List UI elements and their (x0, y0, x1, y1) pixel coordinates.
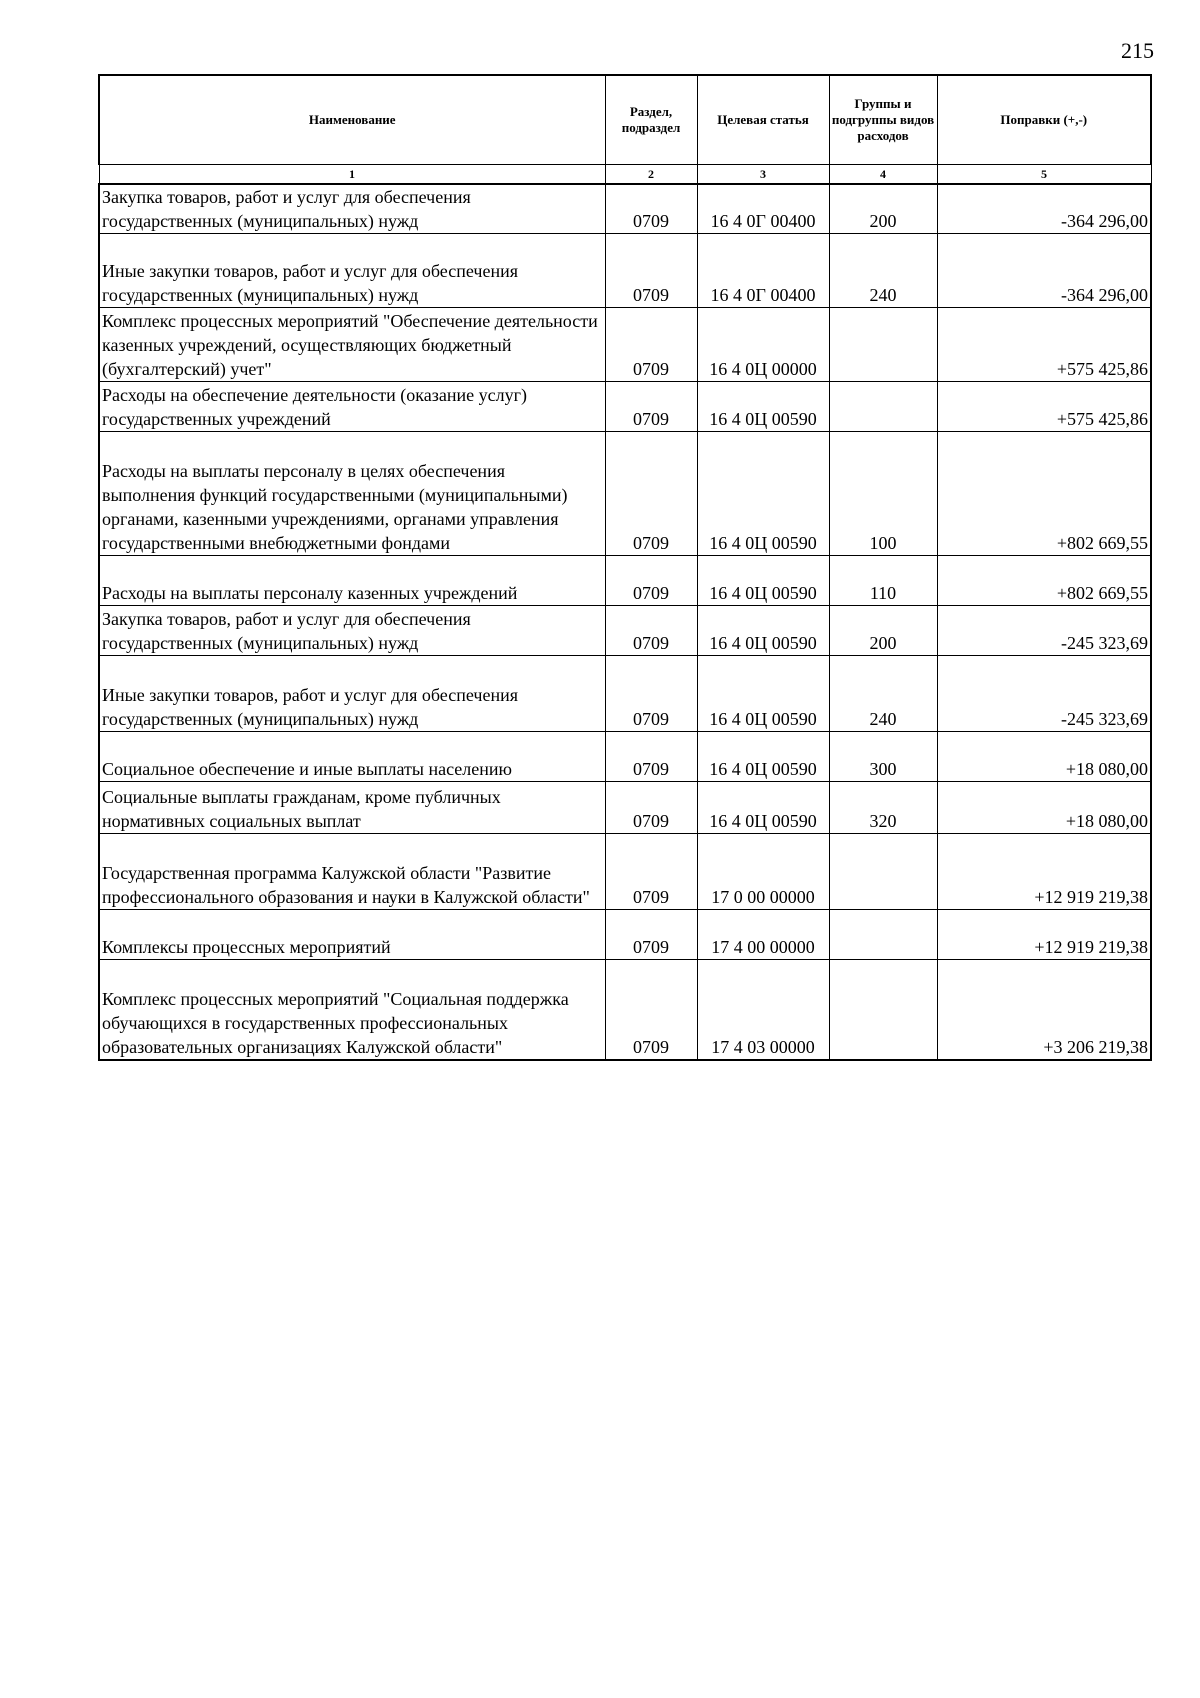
row-section: 0709 (605, 184, 697, 234)
row-target: 16 4 0Ц 00590 (697, 556, 829, 606)
table-row (99, 184, 1151, 234)
row-name: Расходы на обеспечение деятельности (оказание услуг) государственных учреждений (99, 382, 605, 432)
row-group: 200 (829, 606, 937, 656)
row-amount: -245 323,69 (937, 606, 1151, 656)
row-amount: +12 919 219,38 (937, 834, 1151, 910)
row-section: 0709 (605, 606, 697, 656)
table-row (99, 656, 1151, 732)
column-number: 1 (99, 165, 605, 185)
row-amount: +18 080,00 (937, 732, 1151, 782)
row-group (829, 910, 937, 960)
row-group: 320 (829, 782, 937, 834)
row-target: 16 4 0Ц 00590 (697, 432, 829, 556)
row-target: 17 4 03 00000 (697, 960, 829, 1060)
row-section: 0709 (605, 782, 697, 834)
row-target: 17 0 00 00000 (697, 834, 829, 910)
row-amount: -364 296,00 (937, 234, 1151, 308)
row-group: 240 (829, 656, 937, 732)
row-group (829, 382, 937, 432)
row-target: 17 4 00 00000 (697, 910, 829, 960)
table-row (99, 606, 1151, 656)
row-group (829, 834, 937, 910)
row-amount: +802 669,55 (937, 556, 1151, 606)
table-row (99, 910, 1151, 960)
budget-amendments-table (98, 74, 1152, 1061)
table-row (99, 782, 1151, 834)
row-name: Иные закупки товаров, работ и услуг для обеспечения государственных (муниципальных) нужд (99, 234, 605, 308)
row-amount: +802 669,55 (937, 432, 1151, 556)
header-groups: Группы и подгруппы видов расходов (829, 75, 937, 165)
row-group: 100 (829, 432, 937, 556)
table-row (99, 960, 1151, 1060)
row-name: Закупка товаров, работ и услуг для обеспечения государственных (муниципальных) нужд (99, 184, 605, 234)
table-header-row (99, 75, 1151, 165)
row-amount: -245 323,69 (937, 656, 1151, 732)
row-target: 16 4 0Ц 00590 (697, 732, 829, 782)
row-amount: +575 425,86 (937, 308, 1151, 382)
row-group: 240 (829, 234, 937, 308)
table-row (99, 834, 1151, 910)
row-name: Расходы на выплаты персоналу в целях обеспечения выполнения функций государственными (муниципальными) органами, казенными учреждениями, органами управления государственными внебюджетными фондами (99, 432, 605, 556)
row-name: Государственная программа Калужской области "Развитие профессионального образования и науки в Калужской области" (99, 834, 605, 910)
row-group: 200 (829, 184, 937, 234)
row-target: 16 4 0Г 00400 (697, 184, 829, 234)
table-row (99, 556, 1151, 606)
column-number: 4 (829, 165, 937, 185)
row-name: Комплексы процессных мероприятий (99, 910, 605, 960)
row-section: 0709 (605, 834, 697, 910)
row-target: 16 4 0Г 00400 (697, 234, 829, 308)
row-name: Комплекс процессных мероприятий "Социальная поддержка обучающихся в государственных профессиональных образовательных организациях Калужской области" (99, 960, 605, 1060)
row-name: Комплекс процессных мероприятий "Обеспечение деятельности казенных учреждений, осуществляющих бюджетный (бухгалтерский) учет" (99, 308, 605, 382)
column-number: 3 (697, 165, 829, 185)
row-name: Социальные выплаты гражданам, кроме публичных нормативных социальных выплат (99, 782, 605, 834)
row-name: Социальное обеспечение и иные выплаты населению (99, 732, 605, 782)
row-name: Расходы на выплаты персоналу казенных учреждений (99, 556, 605, 606)
page-number: 215 (1121, 38, 1154, 63)
row-section: 0709 (605, 382, 697, 432)
row-amount: +3 206 219,38 (937, 960, 1151, 1060)
header-target: Целевая статья (697, 75, 829, 165)
table-row (99, 234, 1151, 308)
row-amount: +575 425,86 (937, 382, 1151, 432)
row-section: 0709 (605, 656, 697, 732)
row-group: 300 (829, 732, 937, 782)
header-section: Раздел, подраздел (605, 75, 697, 165)
row-amount: +12 919 219,38 (937, 910, 1151, 960)
row-section: 0709 (605, 308, 697, 382)
row-target: 16 4 0Ц 00590 (697, 606, 829, 656)
row-section: 0709 (605, 960, 697, 1060)
column-number: 2 (605, 165, 697, 185)
row-name: Иные закупки товаров, работ и услуг для обеспечения государственных (муниципальных) нужд (99, 656, 605, 732)
row-section: 0709 (605, 910, 697, 960)
row-name: Закупка товаров, работ и услуг для обеспечения государственных (муниципальных) нужд (99, 606, 605, 656)
table-row (99, 432, 1151, 556)
row-target: 16 4 0Ц 00000 (697, 308, 829, 382)
row-group (829, 960, 937, 1060)
row-section: 0709 (605, 556, 697, 606)
header-amendments: Поправки (+,-) (937, 75, 1151, 165)
table-row (99, 382, 1151, 432)
column-number: 5 (937, 165, 1151, 185)
table-row (99, 732, 1151, 782)
row-target: 16 4 0Ц 00590 (697, 782, 829, 834)
row-section: 0709 (605, 732, 697, 782)
row-target: 16 4 0Ц 00590 (697, 656, 829, 732)
column-number-row (99, 165, 1151, 185)
row-section: 0709 (605, 432, 697, 556)
row-group: 110 (829, 556, 937, 606)
header-name: Наименование (99, 75, 605, 165)
row-amount: +18 080,00 (937, 782, 1151, 834)
row-group (829, 308, 937, 382)
row-amount: -364 296,00 (937, 184, 1151, 234)
row-target: 16 4 0Ц 00590 (697, 382, 829, 432)
row-section: 0709 (605, 234, 697, 308)
table-row (99, 308, 1151, 382)
